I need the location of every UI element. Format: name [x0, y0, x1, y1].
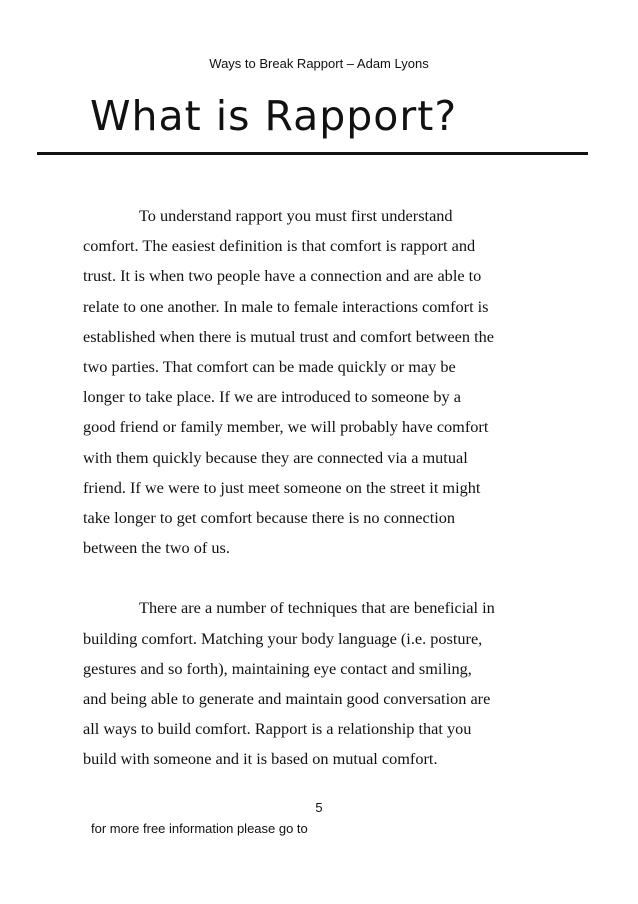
footer-text: for more free information please go to [91, 821, 308, 836]
paragraph-gap [83, 563, 553, 593]
paragraph-line: between the two of us. [83, 538, 230, 558]
paragraph-line: building comfort. Matching your body language (i.e. posture, [83, 628, 483, 648]
paragraph-line: trust. It is when two people have a connection and are able to [83, 266, 482, 286]
paragraph-line: established when there is mutual trust and comfort between the [83, 326, 494, 346]
paragraph-line: There are a number of techniques that are beneficial in [139, 598, 495, 618]
paragraph-2 [83, 593, 553, 774]
paragraph-line: and being able to generate and maintain good conversation are [83, 689, 491, 708]
chapter-title: What is Rapport? [90, 92, 458, 140]
paragraph-line: two parties. That comfort can be made quickly or may be [83, 356, 456, 376]
paragraph-line: build with someone and it is based on mutual comfort. [83, 749, 438, 769]
paragraph-line: take longer to get comfort because there is no connection [83, 507, 456, 527]
paragraph-line: all ways to build comfort. Rapport is a relationship that you [83, 719, 472, 739]
paragraph-line: comfort. The easiest definition is that comfort is rapport and [83, 236, 476, 256]
paragraph-line: To understand rapport you must first understand [139, 206, 453, 225]
paragraph-1 [83, 201, 553, 563]
paragraph-line: relate to one another. In male to female interactions comfort is [83, 296, 489, 316]
running-header: Ways to Break Rapport – Adam Lyons [209, 56, 429, 71]
paragraph-line: good friend or family member, we will probably have comfort [83, 417, 489, 437]
title-underline [37, 152, 588, 155]
paragraph-line: friend. If we were to just meet someone on the street it might [83, 477, 481, 497]
page-number: 5 [315, 800, 323, 815]
body-text [83, 201, 553, 775]
paragraph-line: with them quickly because they are connected via a mutual [83, 447, 468, 467]
paragraph-line: longer to take place. If we are introduced to someone by a [83, 387, 461, 407]
paragraph-line: gestures and so forth), maintaining eye contact and smiling, [83, 658, 472, 678]
